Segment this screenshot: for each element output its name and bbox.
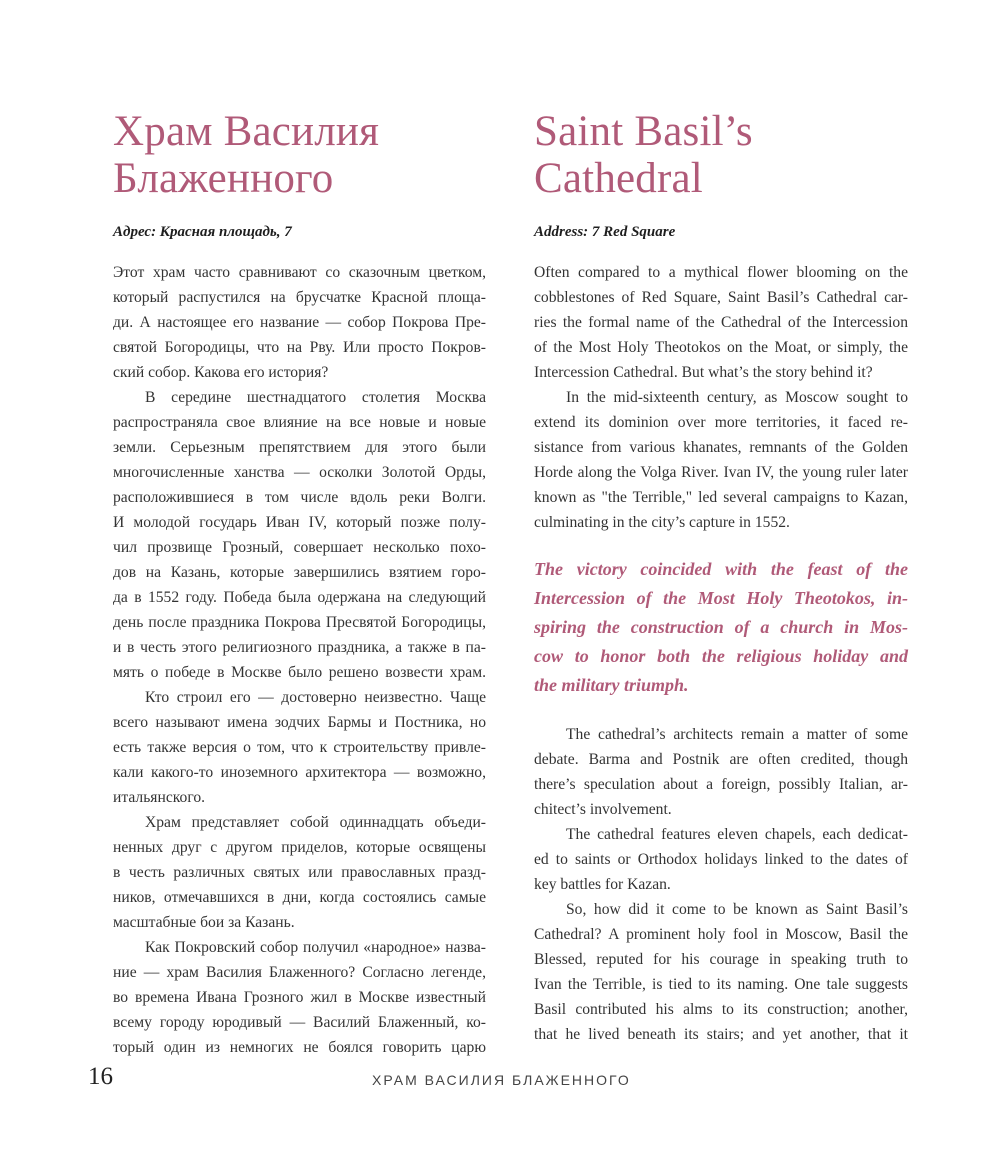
text-line: chitect’s involvement. (534, 801, 672, 818)
text-line: extend its dominion over more territories, it faced re- (534, 414, 908, 431)
text-line: Cathedral? A prominent holy fool in Moscow, Basil the (534, 926, 908, 943)
text-line: торый один из немногих не боялся говорить царю (113, 1039, 486, 1056)
text-line: that he lived beneath its stairs; and yet another, that it (534, 1026, 908, 1043)
text-line: ries the formal name of the Cathedral of the Intercession (534, 314, 908, 331)
english-title (534, 108, 908, 202)
english-address: Address: 7 Red Square (534, 224, 676, 240)
text-line: итальянского. (113, 789, 206, 806)
russian-title (113, 108, 486, 202)
text-line: sistance from various khanates, remnants of the Golden (534, 439, 908, 456)
text-line: многочисленные ханства — осколки Золотой Орды, (113, 464, 486, 481)
text-line: расположившиеся в том числе вдоль реки Волги. (113, 489, 486, 506)
text-line: распространяла свое влияние на все новые и новые (113, 414, 486, 431)
title-line: Блаженного (113, 155, 334, 202)
russian-address: Адрес: Красная площадь, 7 (113, 224, 292, 240)
text-line: of the Most Holy Theotokos on the Moat, or simply, the (534, 339, 908, 356)
running-head: ХРАМ ВАСИЛИЯ БЛАЖЕННОГО (372, 1072, 631, 1088)
text-line: culminating in the city’s capture in 1552. (534, 514, 790, 531)
text-line: there’s speculation about a foreign, possibly Italian, ar- (534, 776, 908, 793)
text-line: земли. Серьезным препятствием для этого были (113, 439, 486, 456)
text-line: дов на Казань, которые завершились взятием горо- (113, 564, 486, 581)
text-line: святой Богородицы, что на Рву. Или просто Покров- (113, 339, 486, 356)
text-line: key battles for Kazan. (534, 876, 671, 893)
text-line: the military triumph. (534, 675, 689, 695)
text-line: Intercession of the Most Holy Theotokos, in- (534, 588, 908, 608)
english-column (534, 108, 908, 1047)
text-line: ди. А настоящее его название — собор Покрова Пре- (113, 314, 486, 331)
text-line: и в честь этого религиозного праздника, а также в па- (113, 639, 486, 656)
text-line: The cathedral features eleven chapels, each dedicat- (566, 826, 908, 843)
text-line: debate. Barma and Postnik are often credited, though (534, 751, 908, 768)
text-line: кали какого-то иноземного архитектора — возможно, (113, 764, 486, 781)
english-body-intro (534, 260, 908, 535)
text-line: ние — храм Василия Блаженного? Согласно легенде, (113, 964, 486, 981)
text-line: Храм представляет собой одиннадцать объеди- (145, 814, 486, 831)
title-line: Cathedral (534, 155, 703, 202)
text-line: Intercession Cathedral. But what’s the story behind it? (534, 364, 873, 381)
title-line: Saint Basil’s (534, 108, 753, 155)
text-line: чил прозвище Грозный, совершает несколько похо- (113, 539, 486, 556)
text-line: В середине шестнадцатого столетия Москва (145, 389, 486, 406)
text-line: Often compared to a mythical flower blooming on the (534, 264, 908, 281)
text-line: cobblestones of Red Square, Saint Basil’s Cathedral car- (534, 289, 908, 306)
text-line: Blessed, reputed for his courage in speaking truth to (534, 951, 908, 968)
text-line: The victory coincided with the feast of the (534, 559, 908, 579)
english-body-continued (534, 722, 908, 1047)
text-line: есть также версия о том, что к строительству привле- (113, 739, 486, 756)
text-line: Кто строил его — достоверно неизвестно. Чаще (145, 689, 486, 706)
text-line: масштабные бои за Казань. (113, 914, 295, 931)
text-line: The cathedral’s architects remain a matter of some (566, 726, 908, 743)
text-line: cow to honor both the religious holiday and (534, 646, 908, 666)
text-line: И молодой государь Иван IV, который позже полу- (113, 514, 486, 531)
text-line: который распустился на брусчатке Красной площа- (113, 289, 486, 306)
text-line: So, how did it come to be known as Saint Basil’s (566, 901, 908, 918)
text-line: Basil contributed his alms to its construction; another, (534, 1001, 908, 1018)
text-line: да в 1552 году. Победа была одержана на следующий (113, 589, 486, 606)
text-line: ский собор. Какова его история? (113, 364, 329, 381)
text-line: Ivan the Terrible, is tied to its naming. One tale suggests (534, 976, 908, 993)
text-line: spiring the construction of a church in Mos- (534, 617, 908, 637)
text-line: в честь различных святых или православных празд- (113, 864, 486, 881)
title-line: Храм Василия (113, 108, 380, 155)
text-line: ed to saints or Orthodox holidays linked to the dates of (534, 851, 908, 868)
page-number: 16 (88, 1063, 113, 1090)
text-line: ненных друг с другом приделов, которые освящены (113, 839, 486, 856)
text-line: всего называют имена зодчих Бармы и Постника, но (113, 714, 486, 731)
text-line: всему городу юродивый — Василий Блаженный, ко- (113, 1014, 486, 1031)
text-line: день после праздника Покрова Пресвятой Богородицы, (113, 614, 486, 631)
text-line: во времена Ивана Грозного жил в Москве известный (113, 989, 486, 1006)
text-line: ников, отмечавшихся в дни, когда состоялись самые (113, 889, 486, 906)
text-line: мять о победе в Москве было решено возвести храм. (113, 664, 486, 681)
text-line: Как Покровский собор получил «народное» назва- (145, 939, 486, 956)
text-line: In the mid-sixteenth century, as Moscow sought to (566, 389, 908, 406)
pull-quote (534, 555, 908, 700)
russian-body (113, 260, 486, 1060)
text-line: Horde along the Volga River. Ivan IV, the young ruler later (534, 464, 908, 481)
text-line: Этот храм часто сравнивают со сказочным цветком, (113, 264, 486, 281)
russian-column (113, 108, 486, 1060)
text-line: known as "the Terrible," led several campaigns to Kazan, (534, 489, 908, 506)
